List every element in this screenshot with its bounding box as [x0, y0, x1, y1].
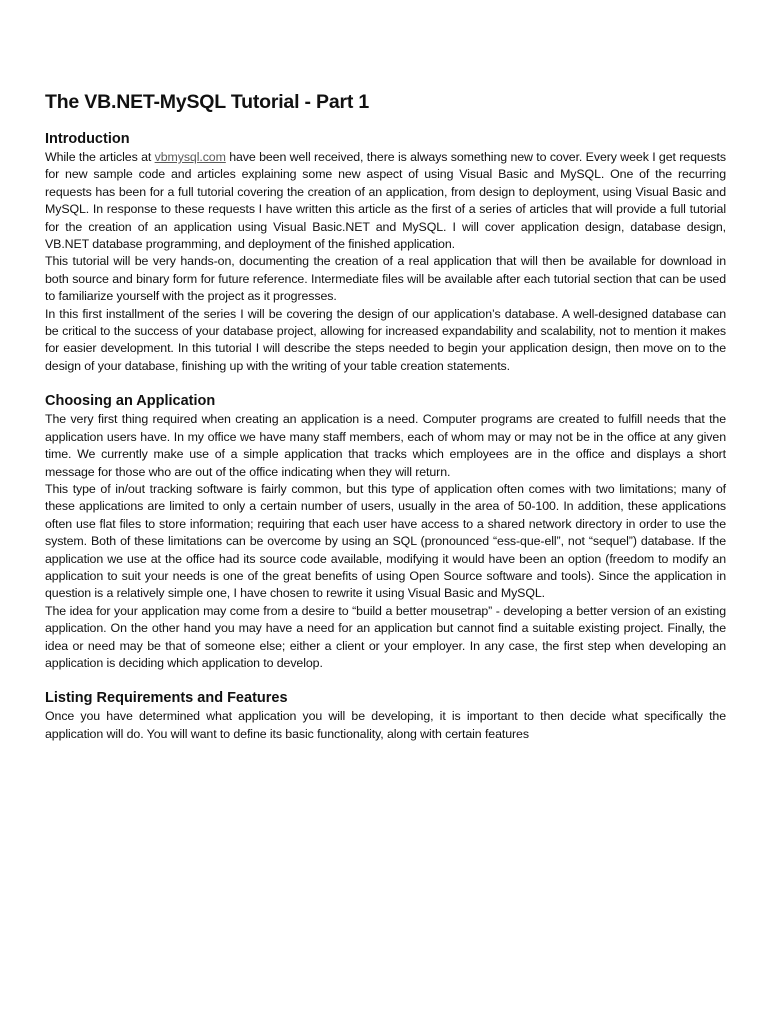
document-title: The VB.NET-MySQL Tutorial - Part 1 — [45, 91, 370, 113]
heading-listing-requirements: Listing Requirements and Features — [45, 690, 288, 707]
vbmysql-link[interactable]: vbmysql.com — [154, 150, 226, 164]
paragraph-intro-1 — [45, 149, 726, 253]
paragraph-intro-1-rest: have been well received, there is always something new to cover. Every week I get requests for new sample code and articles explaining some new aspect of using Visual Basic and MySQL. One of the recurring requests has been for a full tutorial covering the creation of an application, from design to deployment, using Visual Basic and MySQL. In response to these requests I have written this article as the first of a series of articles that will provide a full tutorial for the creation of an application using Visual Basic.NET and MySQL. I will cover application design, database design, VB.NET database programming, and deployment of the finished application. — [45, 150, 726, 252]
paragraph-intro-1-lead: While the articles at — [45, 150, 155, 164]
paragraph-listing-1: Once you have determined what application you will be developing, it is important to then decide what specifically the application will do. You will want to define its basic functionality, along with certain features — [45, 709, 726, 741]
paragraph-choosing-1: The very first thing required when creating an application is a need. Computer programs are created to fulfill needs that the application users have. In my office we have many staff members, each of whom may or may not be in the office at any given time. We currently make use of a simple application that tracks which employees are in the office and displays a short message for those who are out of the office indicating when they will return. — [45, 412, 726, 479]
heading-choosing-application: Choosing an Application — [45, 393, 216, 410]
paragraph-intro-3: In this first installment of the series I will be covering the design of our application’s database. A well-designed database can be critical to the success of your database project, allowing for increased expandability and scalability, not to mention it makes for easier development. In this tutorial I will describe the steps needed to begin your application design, then move on to the design of your database, finishing up with the writing of your table creation statements. — [45, 306, 726, 373]
paragraph-choosing-2: This type of in/out tracking software is fairly common, but this type of application often comes with two limitations; many of these applications are limited to only a certain number of users, usually in the area of 50-100. In addition, these applications often use flat files to store information; requiring that each user have access to a shared network directory in order to use the system. Both of these limitations can be overcome by using an SQL (pronounced “ess-que-ell”, not “sequel”) database. If the application we use at the office had its source code available, modifying it would have been an option (freedom to modify an application to suit your needs is one of the great benefits of using Open Source software and tools). Since the application in question is a relatively simple one, I have chosen to rewrite it using Visual Basic and MySQL. — [45, 481, 726, 601]
document-page — [45, 89, 726, 743]
paragraph-choosing-3: The idea for your application may come from a desire to “build a better mousetrap” - developing a better version of an existing application. On the other hand you may have a need for an application but cannot find a suitable existing project. Finally, the idea or need may be that of someone else; either a client or your employer. In any case, the first step when developing an application is deciding which application to develop. — [45, 603, 726, 670]
paragraph-intro-2: This tutorial will be very hands-on, documenting the creation of a real application that will then be available for download in both source and binary form for future reference. Intermediate files will be available after each tutorial section that can be used to familiarize yourself with the project as it progresses. — [45, 254, 726, 304]
heading-introduction: Introduction — [45, 131, 130, 147]
